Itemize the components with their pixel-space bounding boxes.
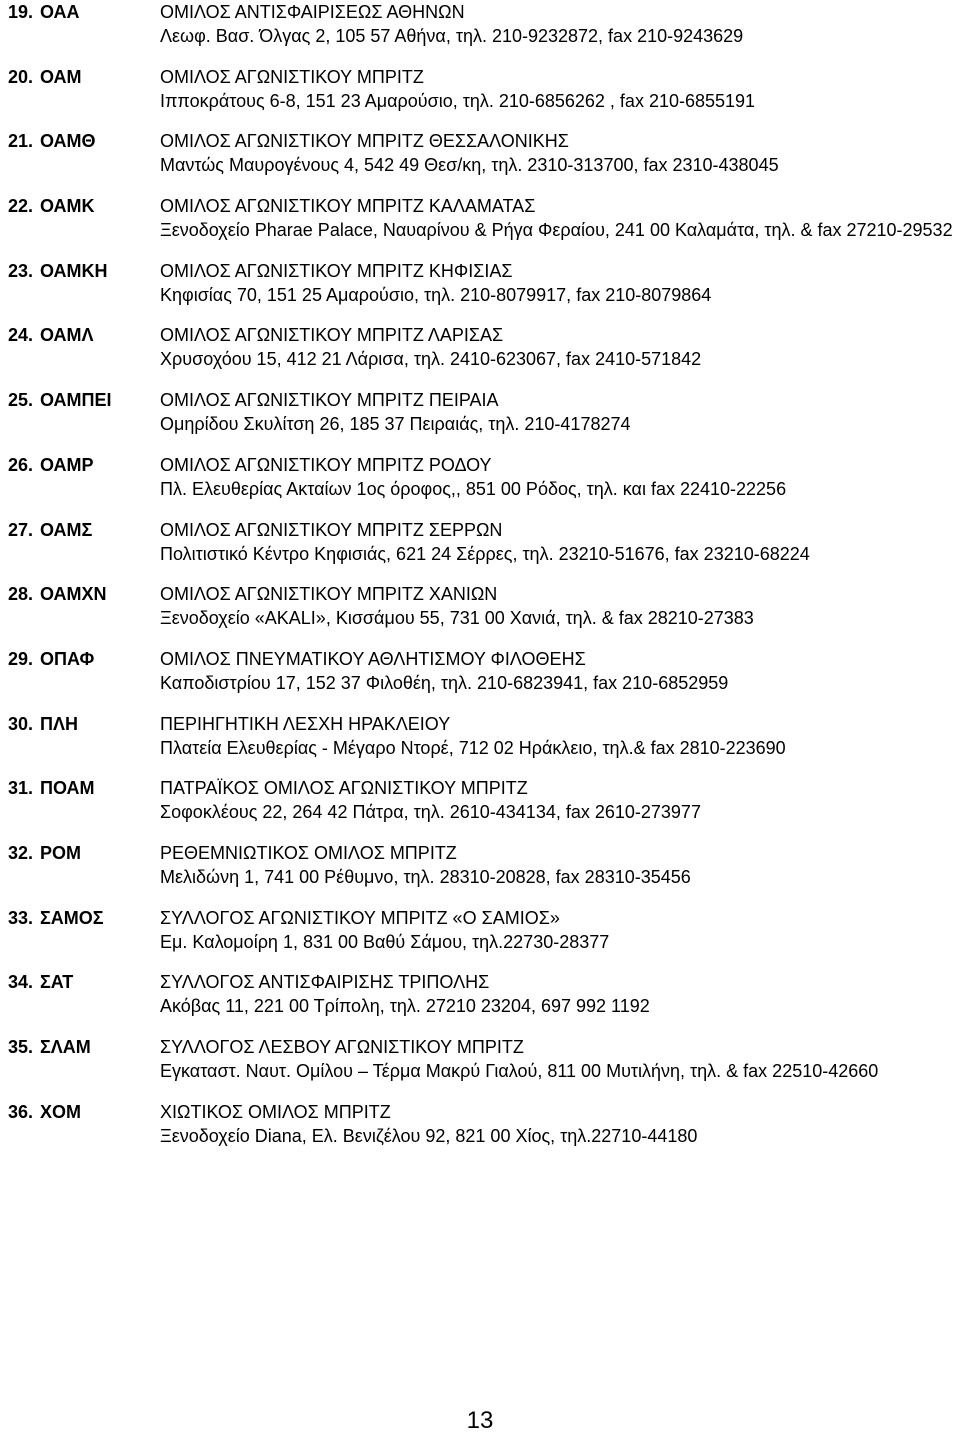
entry-abbreviation: ΟΑΜΠΕΙ: [40, 390, 112, 411]
club-name: ΟΜΙΛΟΣ ΑΓΩΝΙΣΤΙΚΟΥ ΜΠΡΙΤΖ ΡΟΔΟΥ: [160, 454, 492, 475]
entry-number: 19.: [8, 2, 34, 22]
list-item: [8, 323, 958, 388]
club-name: ΣΥΛΛΟΓΟΣ ΑΓΩΝΙΣΤΙΚΟΥ ΜΠΡΙΤΖ «Ο ΣΑΜΙΟΣ»: [160, 907, 560, 928]
entry-abbreviation: ΧΟΜ: [40, 1101, 82, 1122]
entry-abbreviation: ΟΑΜΚ: [40, 196, 95, 217]
club-address: Ξενοδοχείο Pharae Palace, Ναυαρίνου & Ρήγα Φεραίου, 241 00 Καλαμάτα, τηλ. & fax 27210-29532: [160, 220, 953, 241]
entry-number: 34.: [8, 972, 34, 993]
club-name: ΣΥΛΛΟΓΟΣ ΛΕΣΒΟΥ ΑΓΩΝΙΣΤΙΚΟΥ ΜΠΡΙΤΖ: [160, 1037, 524, 1057]
entry-number: 21.: [8, 131, 34, 152]
list-item: [8, 0, 958, 65]
club-address: Ιπποκράτους 6-8, 151 23 Αμαρούσιο, τηλ. 210-6856262 , fax 210-6855191: [160, 90, 756, 111]
list-item: [8, 647, 958, 712]
entry-number: 29.: [8, 648, 34, 669]
list-item: [8, 518, 958, 583]
list-item: [8, 65, 958, 130]
entry-number: 27.: [8, 519, 34, 540]
club-name: ΟΜΙΛΟΣ ΑΓΩΝΙΣΤΙΚΟΥ ΜΠΡΙΤΖ ΛΑΡΙΣΑΣ: [160, 325, 504, 346]
club-address: Χρυσοχόου 15, 412 21 Λάρισα, τηλ. 2410-623067, fax 2410-571842: [160, 349, 702, 370]
club-address: Σοφοκλέους 22, 264 42 Πάτρα, τηλ. 2610-434134, fax 2610-273977: [160, 802, 701, 823]
entry-abbreviation: ΟΑΑ: [40, 2, 80, 22]
entry-number: 22.: [8, 196, 34, 217]
entry-abbreviation: ΟΠΑΦ: [40, 648, 95, 669]
club-name: ΟΜΙΛΟΣ ΑΓΩΝΙΣΤΙΚΟΥ ΜΠΡΙΤΖ ΣΕΡΡΩΝ: [160, 519, 503, 540]
club-address: Πολιτιστικό Κέντρο Κηφισιάς, 621 24 Σέρρες, τηλ. 23210-51676, fax 23210-68224: [160, 543, 810, 564]
list-item: [8, 194, 958, 259]
list-item: [8, 453, 958, 518]
club-name: ΟΜΙΛΟΣ ΑΓΩΝΙΣΤΙΚΟΥ ΜΠΡΙΤΖ ΘΕΣΣΑΛΟΝΙΚΗΣ: [160, 131, 569, 152]
club-address: Πλ. Ελευθερίας Ακταίων 1ος όροφος,, 851 00 Ρόδος, τηλ. και fax 22410-22256: [160, 478, 787, 499]
club-address: Μαντώς Μαυρογένους 4, 542 49 Θεσ/κη, τηλ. 2310-313700, fax 2310-438045: [160, 155, 779, 176]
list-item: [8, 841, 958, 906]
list-item: [8, 582, 958, 647]
club-name: ΣΥΛΛΟΓΟΣ ΑΝΤΙΣΦΑΙΡΙΣΗΣ ΤΡΙΠΟΛΗΣ: [160, 972, 490, 993]
entry-number: 23.: [8, 260, 34, 281]
club-list: [8, 0, 958, 1164]
club-name: ΠΑΤΡΑΪΚΟΣ ΟΜΙΛΟΣ ΑΓΩΝΙΣΤΙΚΟΥ ΜΠΡΙΤΖ: [160, 778, 528, 799]
entry-number: 20.: [8, 66, 34, 87]
entry-abbreviation: ΠΟΑΜ: [40, 778, 95, 799]
list-item: [8, 1100, 958, 1165]
entry-number: 24.: [8, 325, 34, 346]
entry-abbreviation: ΣΛΑΜ: [40, 1037, 91, 1057]
page-number: 13: [466, 1407, 494, 1434]
list-item: [8, 712, 958, 777]
list-item: [8, 1035, 958, 1100]
entry-abbreviation: ΟΑΜΡ: [40, 454, 94, 475]
club-address: Πλατεία Ελευθερίας - Μέγαρο Ντορέ, 712 02 Ηράκλειο, τηλ.& fax 2810-223690: [160, 737, 786, 758]
entry-number: 28.: [8, 584, 34, 605]
entry-number: 36.: [8, 1101, 34, 1122]
club-address: Ξενοδοχείο Diana, Ελ. Βενιζέλου 92, 821 00 Χίος, τηλ.22710-44180: [160, 1125, 698, 1146]
entry-abbreviation: ΠΛΗ: [40, 713, 79, 734]
club-name: ΡΕΘΕΜΝΙΩΤΙΚΟΣ ΟΜΙΛΟΣ ΜΠΡΙΤΖ: [160, 842, 457, 863]
club-name: ΟΜΙΛΟΣ ΑΓΩΝΙΣΤΙΚΟΥ ΜΠΡΙΤΖ ΧΑΝΙΩΝ: [160, 584, 498, 605]
club-address: Λεωφ. Βασ. Όλγας 2, 105 57 Αθήνα, τηλ. 210-9232872, fax 210-9243629: [160, 26, 744, 46]
club-address: Ακόβας 11, 221 00 Τρίπολη, τηλ. 27210 23204, 697 992 1192: [160, 996, 650, 1017]
club-name: ΟΜΙΛΟΣ ΑΝΤΙΣΦΑΙΡΙΣΕΩΣ ΑΘΗΝΩΝ: [160, 2, 465, 22]
entry-number: 25.: [8, 390, 34, 411]
list-item: [8, 906, 958, 971]
club-name: ΟΜΙΛΟΣ ΑΓΩΝΙΣΤΙΚΟΥ ΜΠΡΙΤΖ ΚΑΛΑΜΑΤΑΣ: [160, 196, 536, 217]
entry-abbreviation: ΡΟΜ: [40, 842, 82, 863]
entry-abbreviation: ΣΑΤ: [40, 972, 74, 993]
club-name: ΟΜΙΛΟΣ ΑΓΩΝΙΣΤΙΚΟΥ ΜΠΡΙΤΖ ΠΕΙΡΑΙΑ: [160, 390, 499, 411]
club-address: Καποδιστρίου 17, 152 37 Φιλοθέη, τηλ. 210-6823941, fax 210-6852959: [160, 672, 729, 693]
entry-abbreviation: ΟΑΜ: [40, 66, 82, 87]
entry-abbreviation: ΟΑΜΧΝ: [40, 584, 107, 605]
club-name: ΟΜΙΛΟΣ ΠΝΕΥΜΑΤΙΚΟΥ ΑΘΛΗΤΙΣΜΟΥ ΦΙΛΟΘΕΗΣ: [160, 648, 586, 669]
club-address: Κηφισίας 70, 151 25 Αμαρούσιο, τηλ. 210-8079917, fax 210-8079864: [160, 284, 712, 305]
entry-abbreviation: ΟΑΜΣ: [40, 519, 93, 540]
club-name: ΠΕΡΙΗΓΗΤΙΚΗ ΛΕΣΧΗ ΗΡΑΚΛΕΙΟΥ: [160, 713, 451, 734]
club-address: Ομηρίδου Σκυλίτση 26, 185 37 Πειραιάς, τηλ. 210-4178274: [160, 414, 631, 435]
list-item: [8, 259, 958, 324]
entry-number: 30.: [8, 713, 34, 734]
club-name: ΧΙΩΤΙΚΟΣ ΟΜΙΛΟΣ ΜΠΡΙΤΖ: [160, 1101, 391, 1122]
entry-number: 33.: [8, 907, 34, 928]
club-address: Μελιδώνη 1, 741 00 Ρέθυμνο, τηλ. 28310-20828, fax 28310-35456: [160, 866, 691, 887]
entry-number: 32.: [8, 842, 34, 863]
list-item: [8, 970, 958, 1035]
list-item: [8, 388, 958, 453]
entry-number: 26.: [8, 454, 34, 475]
entry-abbreviation: ΟΑΜΛ: [40, 325, 94, 346]
entry-abbreviation: ΣΑΜΟΣ: [40, 907, 104, 928]
list-item: [8, 776, 958, 841]
club-address: Εγκαταστ. Ναυτ. Ομίλου – Τέρμα Μακρύ Γιαλού, 811 00 Μυτιλήνη, τηλ. & fax 22510-42660: [160, 1061, 879, 1081]
club-address: Εμ. Καλομοίρη 1, 831 00 Βαθύ Σάμου, τηλ.22730-28377: [160, 931, 610, 952]
club-address: Ξενοδοχείο «ΑΚΑLΙ», Κισσάμου 55, 731 00 Χανιά, τηλ. & fax 28210-27383: [160, 608, 754, 629]
entry-abbreviation: ΟΑΜΘ: [40, 131, 96, 152]
list-item: [8, 129, 958, 194]
club-name: ΟΜΙΛΟΣ ΑΓΩΝΙΣΤΙΚΟΥ ΜΠΡΙΤΖ ΚΗΦΙΣΙΑΣ: [160, 260, 513, 281]
entry-abbreviation: ΟΑΜΚΗ: [40, 260, 108, 281]
club-name: ΟΜΙΛΟΣ ΑΓΩΝΙΣΤΙΚΟΥ ΜΠΡΙΤΖ: [160, 66, 424, 87]
entry-number: 35.: [8, 1037, 34, 1057]
entry-number: 31.: [8, 778, 34, 799]
